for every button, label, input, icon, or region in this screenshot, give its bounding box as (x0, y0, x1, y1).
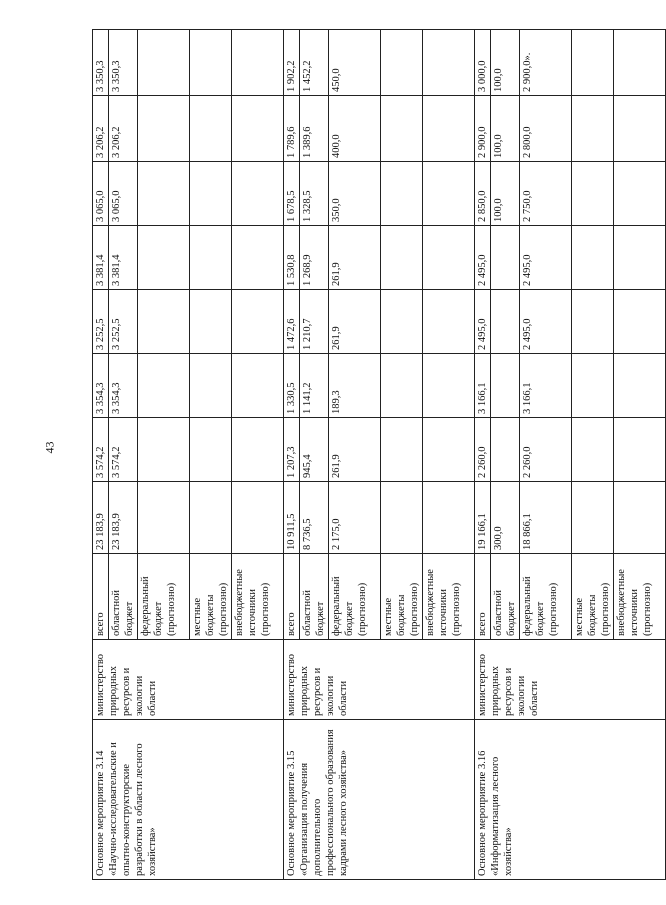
year-value (190, 354, 232, 418)
year-value (614, 290, 666, 354)
year-value: 100,0 (491, 96, 520, 162)
total-value (572, 482, 614, 554)
executor: министерство природных ресурсов и экологии области (93, 640, 284, 720)
total-value (138, 482, 190, 554)
year-value: 2 260,0 (520, 418, 572, 482)
measure-title: Основное мероприятие 3.16 «Информатизация лесного хозяйства» (475, 720, 666, 880)
year-value (423, 30, 475, 96)
year-value (232, 162, 284, 226)
year-value (491, 226, 520, 290)
year-value (614, 96, 666, 162)
year-value: 189,3 (329, 354, 381, 418)
year-value: 100,0 (491, 162, 520, 226)
funding-source: областной бюджет (300, 554, 329, 640)
year-value: 1 789,6 (284, 96, 300, 162)
funding-source: областной бюджет (491, 554, 520, 640)
year-value: 1 530,8 (284, 226, 300, 290)
year-value (232, 354, 284, 418)
year-value: 3 206,2 (93, 96, 109, 162)
year-value: 2 495,0 (520, 226, 572, 290)
year-value (491, 418, 520, 482)
total-value (423, 482, 475, 554)
year-value: 2 850,0 (475, 162, 491, 226)
year-value: 2 900,0». (520, 30, 572, 96)
year-value (572, 354, 614, 418)
funding-source: областной бюджет (109, 554, 138, 640)
year-value (190, 418, 232, 482)
year-value (614, 418, 666, 482)
year-value: 450,0 (329, 30, 381, 96)
measure-title: Основное мероприятие 3.14 «Научно-исследовательские и опытно-конструкторские разработки в области лесного хозяйства» (93, 720, 284, 880)
year-value (232, 290, 284, 354)
year-value: 3 354,3 (93, 354, 109, 418)
year-value (138, 418, 190, 482)
total-value: 23 183,9 (109, 482, 138, 554)
table-row (475, 30, 491, 880)
total-value: 8 736,5 (300, 482, 329, 554)
year-value (381, 96, 423, 162)
year-value (381, 354, 423, 418)
year-value (232, 226, 284, 290)
budget-table (92, 29, 666, 880)
year-value: 3 166,1 (475, 354, 491, 418)
funding-source: федеральный бюджет (прогнозно) (520, 554, 572, 640)
year-value (423, 226, 475, 290)
year-value: 1 328,5 (300, 162, 329, 226)
year-value: 3 381,4 (93, 226, 109, 290)
year-value (138, 354, 190, 418)
funding-source: федеральный бюджет (прогнозно) (329, 554, 381, 640)
total-value (381, 482, 423, 554)
year-value (190, 226, 232, 290)
funding-source: всего (93, 554, 109, 640)
year-value (190, 162, 232, 226)
funding-source: внебюджетные источники (прогнозно) (614, 554, 666, 640)
year-value (491, 354, 520, 418)
funding-source: местные бюджеты (прогнозно) (572, 554, 614, 640)
year-value (190, 290, 232, 354)
year-value: 3 000,0 (475, 30, 491, 96)
year-value (232, 96, 284, 162)
total-value (190, 482, 232, 554)
year-value (491, 290, 520, 354)
year-value: 2 495,0 (520, 290, 572, 354)
year-value: 1 452,2 (300, 30, 329, 96)
year-value (138, 30, 190, 96)
year-value (423, 418, 475, 482)
executor: министерство природных ресурсов и экологии области (284, 640, 475, 720)
year-value: 2 495,0 (475, 290, 491, 354)
year-value (572, 290, 614, 354)
year-value: 2 800,0 (520, 96, 572, 162)
total-value: 10 911,5 (284, 482, 300, 554)
year-value: 1 268,9 (300, 226, 329, 290)
total-value: 23 183,9 (93, 482, 109, 554)
funding-source: внебюджетные источники (прогнозно) (232, 554, 284, 640)
year-value: 261,9 (329, 418, 381, 482)
year-value: 3 350,3 (93, 30, 109, 96)
total-value: 300,0 (491, 482, 520, 554)
year-value: 261,9 (329, 290, 381, 354)
year-value (614, 354, 666, 418)
year-value (381, 162, 423, 226)
year-value (423, 290, 475, 354)
funding-source: местные бюджеты (прогнозно) (190, 554, 232, 640)
total-value: 2 175,0 (329, 482, 381, 554)
year-value (190, 30, 232, 96)
total-value (614, 482, 666, 554)
year-value (572, 30, 614, 96)
year-value: 3 381,4 (109, 226, 138, 290)
year-value (381, 418, 423, 482)
executor: министерство природных ресурсов и экологии области (475, 640, 666, 720)
year-value (381, 30, 423, 96)
year-value: 1 678,5 (284, 162, 300, 226)
year-value: 3 252,5 (93, 290, 109, 354)
year-value: 2 900,0 (475, 96, 491, 162)
funding-source: внебюджетные источники (прогнозно) (423, 554, 475, 640)
year-value: 1 472,6 (284, 290, 300, 354)
rotated-table-container (92, 30, 653, 880)
year-value (232, 418, 284, 482)
year-value: 2 495,0 (475, 226, 491, 290)
year-value: 1 330,5 (284, 354, 300, 418)
year-value (572, 162, 614, 226)
year-value (138, 226, 190, 290)
year-value (614, 162, 666, 226)
year-value: 3 166,1 (520, 354, 572, 418)
year-value: 3 065,0 (93, 162, 109, 226)
year-value: 2 260,0 (475, 418, 491, 482)
year-value (138, 290, 190, 354)
year-value: 3 354,3 (109, 354, 138, 418)
year-value (423, 96, 475, 162)
year-value (423, 354, 475, 418)
year-value (138, 96, 190, 162)
funding-source: местные бюджеты (прогнозно) (381, 554, 423, 640)
total-value: 19 166,1 (475, 482, 491, 554)
total-value (232, 482, 284, 554)
year-value: 945,4 (300, 418, 329, 482)
year-value (614, 226, 666, 290)
year-value (614, 30, 666, 96)
year-value (190, 96, 232, 162)
total-value: 18 866,1 (520, 482, 572, 554)
page-number: 43 (42, 441, 57, 454)
funding-source: всего (475, 554, 491, 640)
year-value (232, 30, 284, 96)
funding-source: всего (284, 554, 300, 640)
table-row (284, 30, 300, 880)
year-value: 2 750,0 (520, 162, 572, 226)
rotated-table-frame (92, 30, 653, 880)
funding-source: федеральный бюджет (прогнозно) (138, 554, 190, 640)
year-value (572, 96, 614, 162)
year-value: 3 350,3 (109, 30, 138, 96)
year-value: 1 902,2 (284, 30, 300, 96)
year-value: 1 389,6 (300, 96, 329, 162)
table-row (93, 30, 109, 880)
year-value (572, 418, 614, 482)
year-value: 1 210,7 (300, 290, 329, 354)
year-value: 350,0 (329, 162, 381, 226)
year-value: 3 206,2 (109, 96, 138, 162)
year-value: 1 207,3 (284, 418, 300, 482)
year-value (572, 226, 614, 290)
year-value: 1 141,2 (300, 354, 329, 418)
year-value: 261,9 (329, 226, 381, 290)
year-value: 3 065,0 (109, 162, 138, 226)
year-value (423, 162, 475, 226)
year-value (381, 226, 423, 290)
year-value: 3 252,5 (109, 290, 138, 354)
year-value: 3 574,2 (93, 418, 109, 482)
year-value: 400,0 (329, 96, 381, 162)
year-value (381, 290, 423, 354)
year-value (138, 162, 190, 226)
year-value: 3 574,2 (109, 418, 138, 482)
year-value: 100,0 (491, 30, 520, 96)
measure-title: Основное мероприятие 3.15 «Организация получения дополнительного профессионального образования кадрами лесного хозяйства» (284, 720, 475, 880)
